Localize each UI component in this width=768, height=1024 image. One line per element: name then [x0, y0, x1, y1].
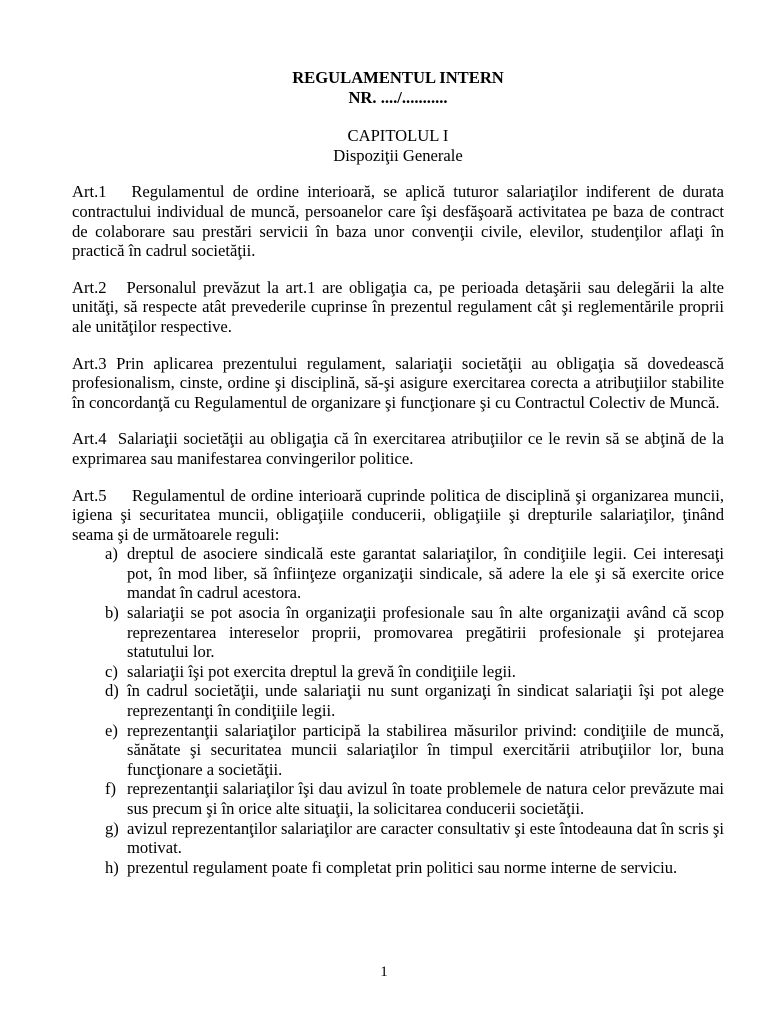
page-number: 1 [380, 964, 388, 980]
article-label: Art.3 [72, 353, 107, 373]
list-marker: e) [105, 720, 118, 740]
article-label: Art.2 [72, 277, 107, 297]
article-text: Regulamentul de ordine interioară, se aplică tuturor salariaţilor indiferent de durata contractului individual de muncă, persoanelor care îşi desfăşoară activitatea pe baza de contract de colaborare sau prestări servicii în baza unor convenţii civile, elevilor, studenţilor aflaţi în practică în cadrul societăţii. [72, 182, 724, 261]
list-item [72, 662, 724, 682]
list-item-text: prezentul regulament poate fi completat prin politici sau norme interne de serviciu. [127, 857, 678, 877]
document-number: NR. ..../........... [348, 87, 448, 107]
article-label: Art.5 [72, 485, 107, 505]
list-item-text: salariaţii îşi pot exercita dreptul la grevă în condiţiile legii. [127, 661, 516, 681]
list-marker: c) [105, 661, 118, 681]
list-item [72, 858, 724, 878]
list-item [72, 544, 724, 603]
article-text: Personalul prevăzut la art.1 are obligaţia ca, pe perioada detaşării sau delegării la alte unităţi, să respecte atât prevederile cuprinse în prezentul regulament cât şi reglementările proprii ale unităţilor respective. [72, 277, 724, 336]
list-item-text: în cadrul societăţii, unde salariaţii nu sunt organizaţi în sindicat salariaţii îşi pot alege reprezentanţi în condiţiile legii. [127, 681, 724, 721]
list-item-text: dreptul de asociere sindicală este garantat salariaţilor, în condiţiile legii. Cei interesaţi pot, în mod liber, să înfiinţeze organizaţii sindicale, să adere la ele şi să exercite orice mandat în cadrul acestora. [127, 544, 724, 603]
article-text: Salariaţii societăţii au obligaţia că în exercitarea atribuţiilor ce le revin să se abţină de la exprimarea sau manifestarea convingerilor politice. [72, 429, 725, 468]
article-label: Art.1 [72, 182, 107, 202]
article-text: Prin aplicarea prezentului regulament, salariaţii societăţii au obligaţia să dovedească profesionalism, cinste, ordine şi disciplină, să-şi asigure exercitarea corecta a atribuţiilor stabilite în concordanţă cu Regulamentul de organizare şi funcţionare şi cu Contractul Colectiv de Muncă. [72, 353, 724, 412]
list-marker: d) [105, 681, 119, 701]
article-label: Art.4 [72, 429, 107, 449]
chapter-name: Dispoziţii Generale [333, 145, 463, 165]
document-page [72, 68, 724, 877]
list-marker: h) [105, 857, 119, 877]
chapter-label: CAPITOLUL I [347, 126, 449, 146]
document-title: REGULAMENTUL INTERN [292, 68, 504, 87]
list-item [72, 779, 724, 818]
list-item-text: reprezentanţii salariaţilor îşi dau avizul în toate problemele de natura celor prevăzute mai sus precum şi în orice alte situaţii, la solicitarea conducerii societăţii. [127, 779, 724, 818]
article-5 [72, 486, 724, 545]
list-item [72, 721, 724, 780]
list-marker: g) [105, 818, 119, 838]
list-marker: a) [105, 544, 118, 564]
article-3 [72, 354, 724, 413]
article-text: Regulamentul de ordine interioară cuprinde politica de disciplină şi organizarea muncii, igiena şi securitatea muncii, obligaţiile conducerii, obligaţiile şi drepturile salariaţilor, ţinând seama şi de următoarele reguli: [72, 485, 724, 544]
list-item-text: salariaţii se pot asocia în organizaţii profesionale sau în alte organizaţii având că scop reprezentarea intereselor proprii, promovarea pregătirii profesionale şi protejarea statutului lor. [127, 603, 724, 662]
rules-list [72, 544, 724, 877]
list-item [72, 603, 724, 662]
article-2 [72, 278, 724, 337]
list-marker: f) [105, 779, 117, 799]
list-item [72, 681, 724, 720]
article-4 [72, 429, 724, 468]
list-marker: b) [105, 603, 119, 623]
article-1 [72, 182, 724, 260]
list-item [72, 819, 724, 858]
list-item-text: reprezentanţii salariaţilor participă la stabilirea măsurilor privind: condiţiile de muncă, sănătate şi securitatea muncii salariaţilor în timpul exercitării atribuţiilor lor, buna funcţionare a societăţii. [127, 720, 724, 779]
list-item-text: avizul reprezentanţilor salariaţilor are caracter consultativ şi este întodeauna dat în scris şi motivat. [127, 818, 724, 858]
